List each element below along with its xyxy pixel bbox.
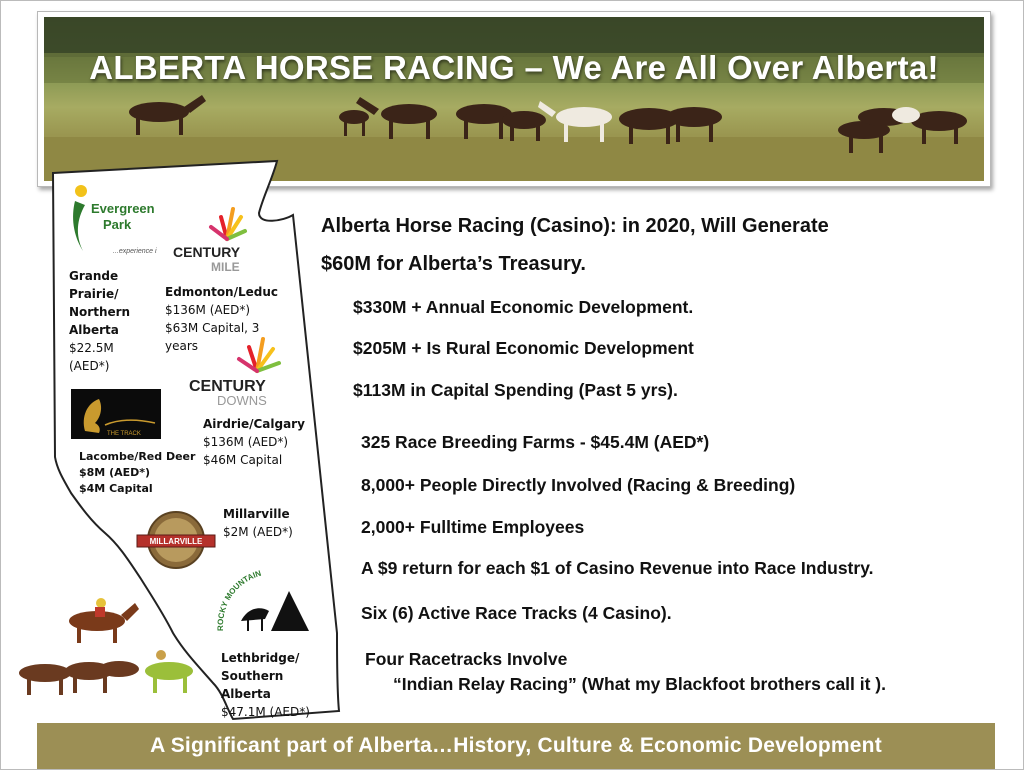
location-lethbridge xyxy=(221,649,331,721)
century-mile-logo xyxy=(171,203,255,273)
millarville-logo xyxy=(135,509,217,571)
stat-capital-spending: $113M in Capital Spending (Past 5 yrs). xyxy=(353,380,678,400)
location-name: Grande Prairie/ Northern Alberta xyxy=(69,269,131,337)
footer-banner xyxy=(37,723,995,769)
rocky-mountain-logo xyxy=(213,561,313,641)
century-flower-icon xyxy=(171,203,255,273)
location-value: years xyxy=(165,339,199,353)
location-name: Lacombe/Red Deer xyxy=(79,450,196,463)
century-downs-logo xyxy=(187,335,287,409)
svg-text:MILE: MILE xyxy=(211,260,240,273)
location-value: $2M (AED*) xyxy=(223,525,293,539)
headline xyxy=(321,207,921,283)
evergreen-icon xyxy=(65,179,157,261)
location-millarville xyxy=(223,505,323,541)
racing-horses-illustration xyxy=(9,591,209,707)
location-value: $47.1M (AED*) xyxy=(221,705,310,719)
location-name: Edmonton/Leduc xyxy=(165,285,279,299)
svg-text:Park: Park xyxy=(103,217,132,232)
the-track-logo xyxy=(71,389,161,439)
location-value: $136M (AED*) xyxy=(165,303,251,317)
location-value: $22.5M xyxy=(69,341,114,355)
location-grande-prairie xyxy=(69,267,155,375)
stat-people-involved: 8,000+ People Directly Involved (Racing & Breeding) xyxy=(361,475,796,495)
location-value: $136M (AED*) xyxy=(203,435,289,449)
headline-line-2: $60M for Alberta’s Treasury. xyxy=(321,253,586,275)
location-name: Airdrie/Calgary xyxy=(203,417,305,431)
location-value: $4M Capital xyxy=(79,482,153,495)
svg-text:CENTURY: CENTURY xyxy=(189,378,266,395)
location-value: $63M Capital, 3 xyxy=(165,321,260,335)
location-airdrie xyxy=(203,415,323,469)
location-name: Lethbridge/ Southern Alberta xyxy=(221,651,300,701)
banner-title: ALBERTA HORSE RACING – We Are All Over Alberta! xyxy=(89,49,939,86)
century-flower-icon xyxy=(187,335,287,409)
stat-relay-racing-1: Four Racetracks Involve xyxy=(365,649,568,669)
location-name: Millarville xyxy=(223,507,290,521)
stat-relay-racing-2: “Indian Relay Racing” (What my Blackfoot brothers call it ). xyxy=(393,674,886,694)
stat-casino-return: A $9 return for each $1 of Casino Revenue into Race Industry. xyxy=(361,558,874,578)
stat-race-tracks: Six (6) Active Race Tracks (4 Casino). xyxy=(361,603,672,623)
headline-line-1: Alberta Horse Racing (Casino): in 2020, Will Generate xyxy=(321,215,829,237)
stat-economic-development: $330M + Annual Economic Development. xyxy=(353,297,694,317)
rocky-mountain-icon xyxy=(213,561,313,641)
svg-text:MILLARVILLE: MILLARVILLE xyxy=(149,537,203,546)
stat-employees: 2,000+ Fulltime Employees xyxy=(361,517,585,537)
stat-rural-development: $205M + Is Rural Economic Development xyxy=(353,338,694,358)
millarville-badge-icon xyxy=(135,509,217,571)
location-value: $46M Capital xyxy=(203,453,283,467)
svg-text:...experience it: ...experience it xyxy=(113,248,157,255)
svg-text:Evergreen: Evergreen xyxy=(91,201,155,216)
svg-text:DOWNS: DOWNS xyxy=(217,393,267,408)
evergreen-park-logo xyxy=(65,179,157,261)
svg-text:THE TRACK: THE TRACK xyxy=(107,431,141,437)
horse-head-icon xyxy=(71,389,161,439)
location-value: $8M (AED*) xyxy=(79,466,151,479)
svg-text:ROCKY MOUNTAIN: ROCKY MOUNTAIN xyxy=(215,568,263,632)
stat-breeding-farms: 325 Race Breeding Farms - $45.4M (AED*) xyxy=(361,432,710,452)
location-value: (AED*) xyxy=(69,359,110,373)
location-lacombe xyxy=(79,449,199,497)
svg-text:CENTURY: CENTURY xyxy=(173,244,241,260)
footer-text: A Significant part of Alberta…History, Culture & Economic Development xyxy=(150,734,882,757)
